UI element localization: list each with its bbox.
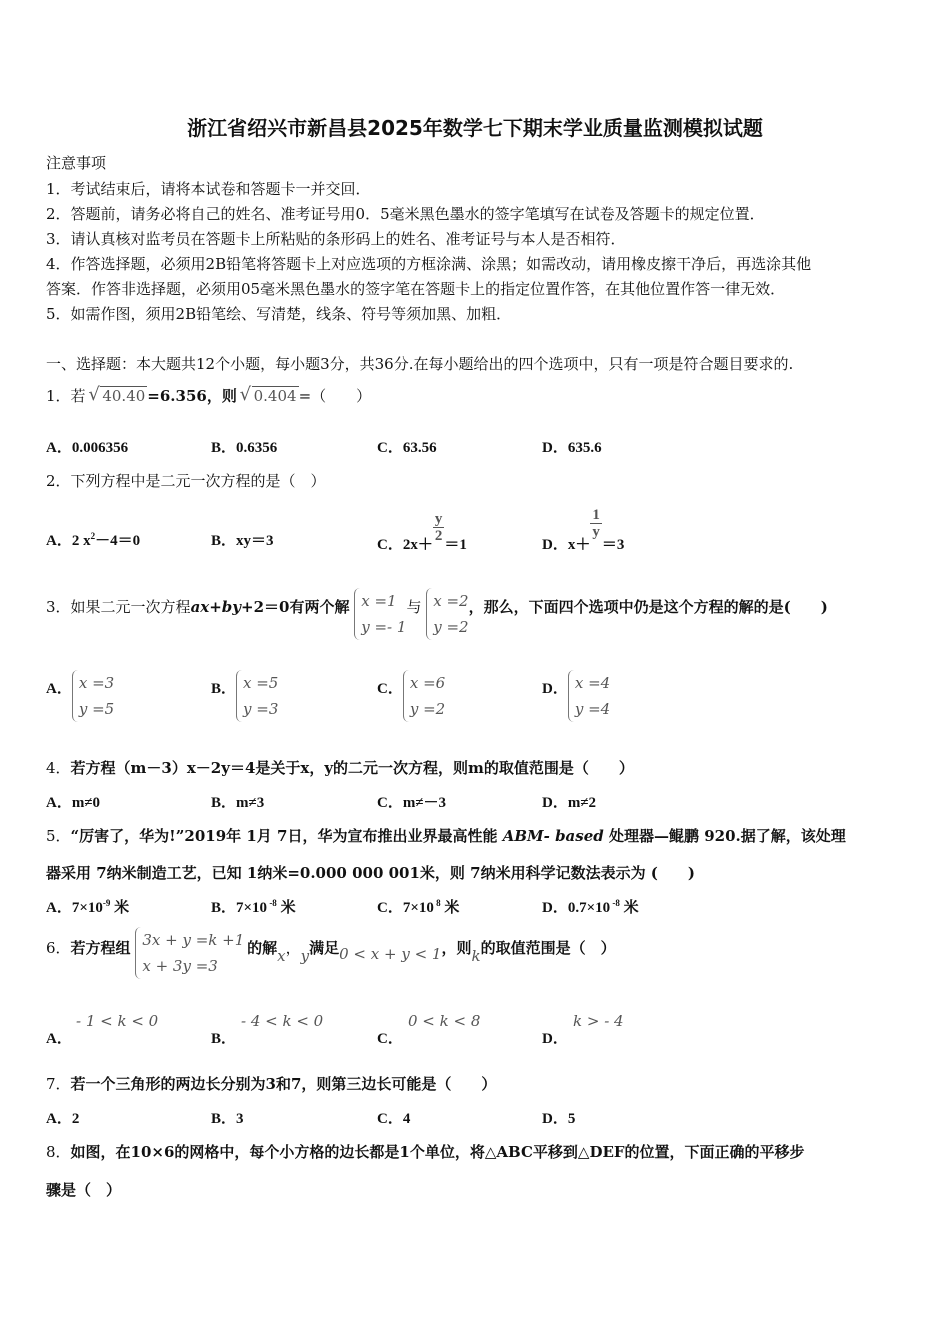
notice-item: 答案．作答非选择题，必须用05毫米黑色墨水的签字笔在答题卡上的指定位置作答，在其他位置作答一律无效．	[46, 280, 786, 298]
question-number: 6．	[46, 939, 71, 957]
question-1: 1．若 √ 40.40 =6.356，则 √ 0.404 =（ ）	[46, 385, 371, 406]
notice-item: 2．答题前，请务必将自己的姓名、准考证号用0．5毫米黑色墨水的签字笔填写在试卷及答题卡的规定位置．	[46, 205, 765, 223]
option-d-expression: k > - 4	[573, 1012, 624, 1030]
option-c: C．4	[377, 1111, 411, 1127]
question-7: 7．若一个三角形的两边长分别为3和7，则第三边长可能是（ ）	[46, 1075, 497, 1093]
option-b: B．m≠3	[211, 795, 265, 811]
option-d: D．635.6	[542, 440, 602, 456]
option-d: D．x＋ $\frac{1}{y}$ ＝3	[542, 507, 625, 553]
option-b: B．3	[211, 1111, 244, 1127]
question-2: 2．下列方程中是二元一次方程的是（ ）	[46, 472, 326, 490]
section-heading: 一、选择题：本大题共12个小题，每小题3分，共36分.在每小题给出的四个选项中，只有一项是符合题目要求的.	[46, 355, 794, 373]
option-b: B． x =5 y =3	[211, 670, 278, 722]
question-number: 4．	[46, 759, 71, 777]
question-5-line-2: 器采用 7纳米制造工艺，已知 1纳米=0.000 000 001米，则 7纳米用科学记数法表示为 ( )	[46, 864, 696, 882]
option-c: C．m≠－3	[377, 795, 447, 811]
notice-item: 1．考试结束后，请将本试卷和答题卡一并交回．	[46, 180, 371, 198]
option-d: D． x =4 y =4	[542, 670, 610, 722]
option-c: C．2x＋ $\frac{y}{2}$ ＝1	[377, 511, 467, 553]
option-c: C．	[377, 1031, 403, 1047]
sqrt-expression: √ 40.40	[90, 387, 147, 405]
equation-system: x =2 y =2	[426, 588, 468, 640]
option-a: A．0.006356	[46, 440, 129, 456]
notice-item: 5．如需作图，须用2B铅笔绘、写清楚，线条、符号等须加黑、加粗．	[46, 305, 512, 323]
question-6: 6．若方程组 3x + y =k +1 x + 3y =3 的解x，y满足0 < x + y < 1，则k的取值范围是（ ）	[46, 927, 616, 979]
option-d: D．0.7×10 $^{-8}$ 米	[542, 898, 639, 916]
page-title: 浙江省绍兴市新昌县2025年数学七下期末学业质量监测模拟试题	[187, 116, 763, 140]
option-c: C． x =6 y =2	[377, 670, 445, 722]
option-b: B．	[211, 1031, 237, 1047]
question-number: 3．	[46, 598, 71, 616]
option-a-expression: - 1 < k < 0	[76, 1012, 159, 1030]
option-c: C．7×10 $^8$ 米	[377, 898, 460, 916]
option-d: D．5	[542, 1111, 576, 1127]
question-number: 7．	[46, 1075, 71, 1093]
option-a: A．$7\times 10^{-9}$ 米	[46, 898, 130, 916]
question-3: 3．如果二元一次方程ax+by+2＝0有两个解 x =1 y =- 1 与 x =2 y =2 ，那么，下面四个选项中仍是这个方程的解的是( )	[46, 588, 828, 640]
option-a: A．	[46, 1031, 72, 1047]
notice-heading: 注意事项	[46, 154, 107, 172]
notice-item: 3．请认真核对监考员在答题卡上所粘贴的条形码上的姓名、准考证号与本人是否相符．	[46, 230, 626, 248]
equation-system: x =1 y =- 1	[354, 588, 406, 640]
question-number: 2．	[46, 472, 71, 490]
equation-system: 3x + y =k +1 x + 3y =3	[135, 927, 242, 979]
question-5: 5．“厉害了，华为!”2019年 1月 7日，华为宣布推出业界最高性能 ABM- based 处理器—鲲鹏 920.据了解，该处理	[46, 827, 846, 845]
option-c-expression: 0 < k < 8	[408, 1012, 481, 1030]
option-a: A．2 $x^2-4=0$	[46, 531, 141, 549]
notice-item: 4．作答选择题，必须用2B铅笔将答题卡上对应选项的方框涂满、涂黑；如需改动，请用橡皮擦干净后，再选涂其他	[46, 255, 812, 273]
option-b: B．0.6356	[211, 440, 278, 456]
option-d: D．m≠2	[542, 795, 597, 811]
sqrt-expression: √ 0.404	[242, 387, 299, 405]
option-b: B．xy＝3	[211, 533, 274, 549]
question-8-line-2: 骤是（ ）	[46, 1181, 122, 1199]
question-number: 5．	[46, 827, 71, 845]
option-b-expression: - 4 < k < 0	[241, 1012, 324, 1030]
option-a: A．2	[46, 1111, 80, 1127]
question-4: 4．若方程（m－3）x－2y＝4是关于x，y的二元一次方程，则m的取值范围是（ ）	[46, 759, 634, 777]
option-d: D．	[542, 1031, 568, 1047]
option-a: A．m≠0	[46, 795, 101, 811]
question-number: 1．	[46, 387, 71, 405]
option-a: A． x =3 y =5	[46, 670, 114, 722]
option-c: C．63.56	[377, 440, 437, 456]
question-number: 8．	[46, 1143, 71, 1161]
question-8: 8．如图，在10×6的网格中，每个小方格的边长都是1个单位，将△ABC平移到△DEF的位置，下面正确的平移步	[46, 1143, 805, 1161]
option-b: B．7×10 $^{-8}$ 米	[211, 898, 296, 916]
